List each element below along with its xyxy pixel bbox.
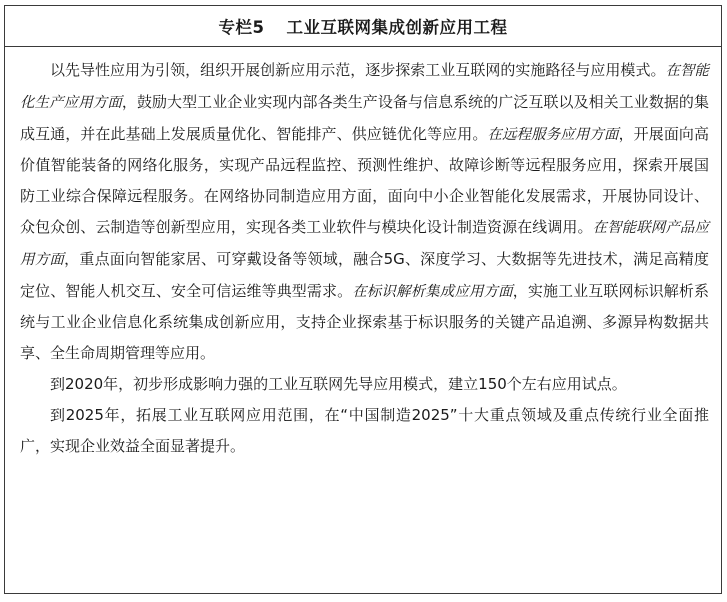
paragraph-text: ，鼓励大型工业企业实现内部各类生产设备与信息系统的广泛互联以及相关工业数据的集成互通，并在此基础上发展质量优化、智能排产、供应链优化等应用。 bbox=[20, 92, 709, 143]
paragraph-text: ，开展面向高价值智能装备的网络化服务，实现产品远程监控、预测性维护、故障诊断等远程服务应用，探索开展国防工业综合保障远程服务。在网络协同制造应用方面，面向中小企业智能化发展需求，开展协同设计、众包众创、云制造等创新型应用，实现各类工业软件与模块化设计制造资源在线调用。 bbox=[20, 124, 709, 236]
emphasis-phrase: 在远程服务应用方面 bbox=[487, 126, 619, 143]
column-heading: 工业互联网集成创新应用工程 bbox=[286, 18, 508, 37]
body-paragraph bbox=[20, 400, 709, 462]
paragraph-text: 以先导性应用为引领，组织开展创新应用示范，逐步探索工业互联网的实施路径与应用模式。 bbox=[50, 61, 666, 79]
body-paragraph bbox=[20, 369, 709, 400]
emphasis-phrase: 在智能联网产品应用方面 bbox=[20, 219, 709, 268]
paragraph-text: 到2025年，拓展工业互联网应用范围，在“中国制造2025”十大重点领域及重点传统行业全面推广，实现企业效益全面显著提升。 bbox=[20, 405, 709, 455]
body-paragraph bbox=[20, 55, 709, 369]
paragraph-text: 到2020年，初步形成影响力强的工业互联网先导应用模式，建立150个左右应用试点。 bbox=[50, 374, 627, 393]
paragraph-text: ，实施工业互联网标识解析系统与工业企业信息化系统集成创新应用，支持企业探索基于标识服务的关键产品追溯、多源异构数据共享、全生命周期管理等应用。 bbox=[20, 281, 709, 363]
emphasis-phrase: 在标识解析集成应用方面 bbox=[352, 283, 513, 300]
column-body bbox=[5, 47, 721, 461]
emphasis-phrase: 在智能化生产应用方面 bbox=[20, 63, 709, 111]
column-number: 专栏5 bbox=[218, 18, 265, 37]
paragraph-text: ，重点面向智能家居、可穿戴设备等领域，融合5G、深度学习、大数据等先进技术，满足高精度定位、智能人机交互、安全可信运维等典型需求。 bbox=[20, 249, 710, 300]
column-title bbox=[5, 6, 721, 47]
column-box bbox=[4, 5, 722, 594]
